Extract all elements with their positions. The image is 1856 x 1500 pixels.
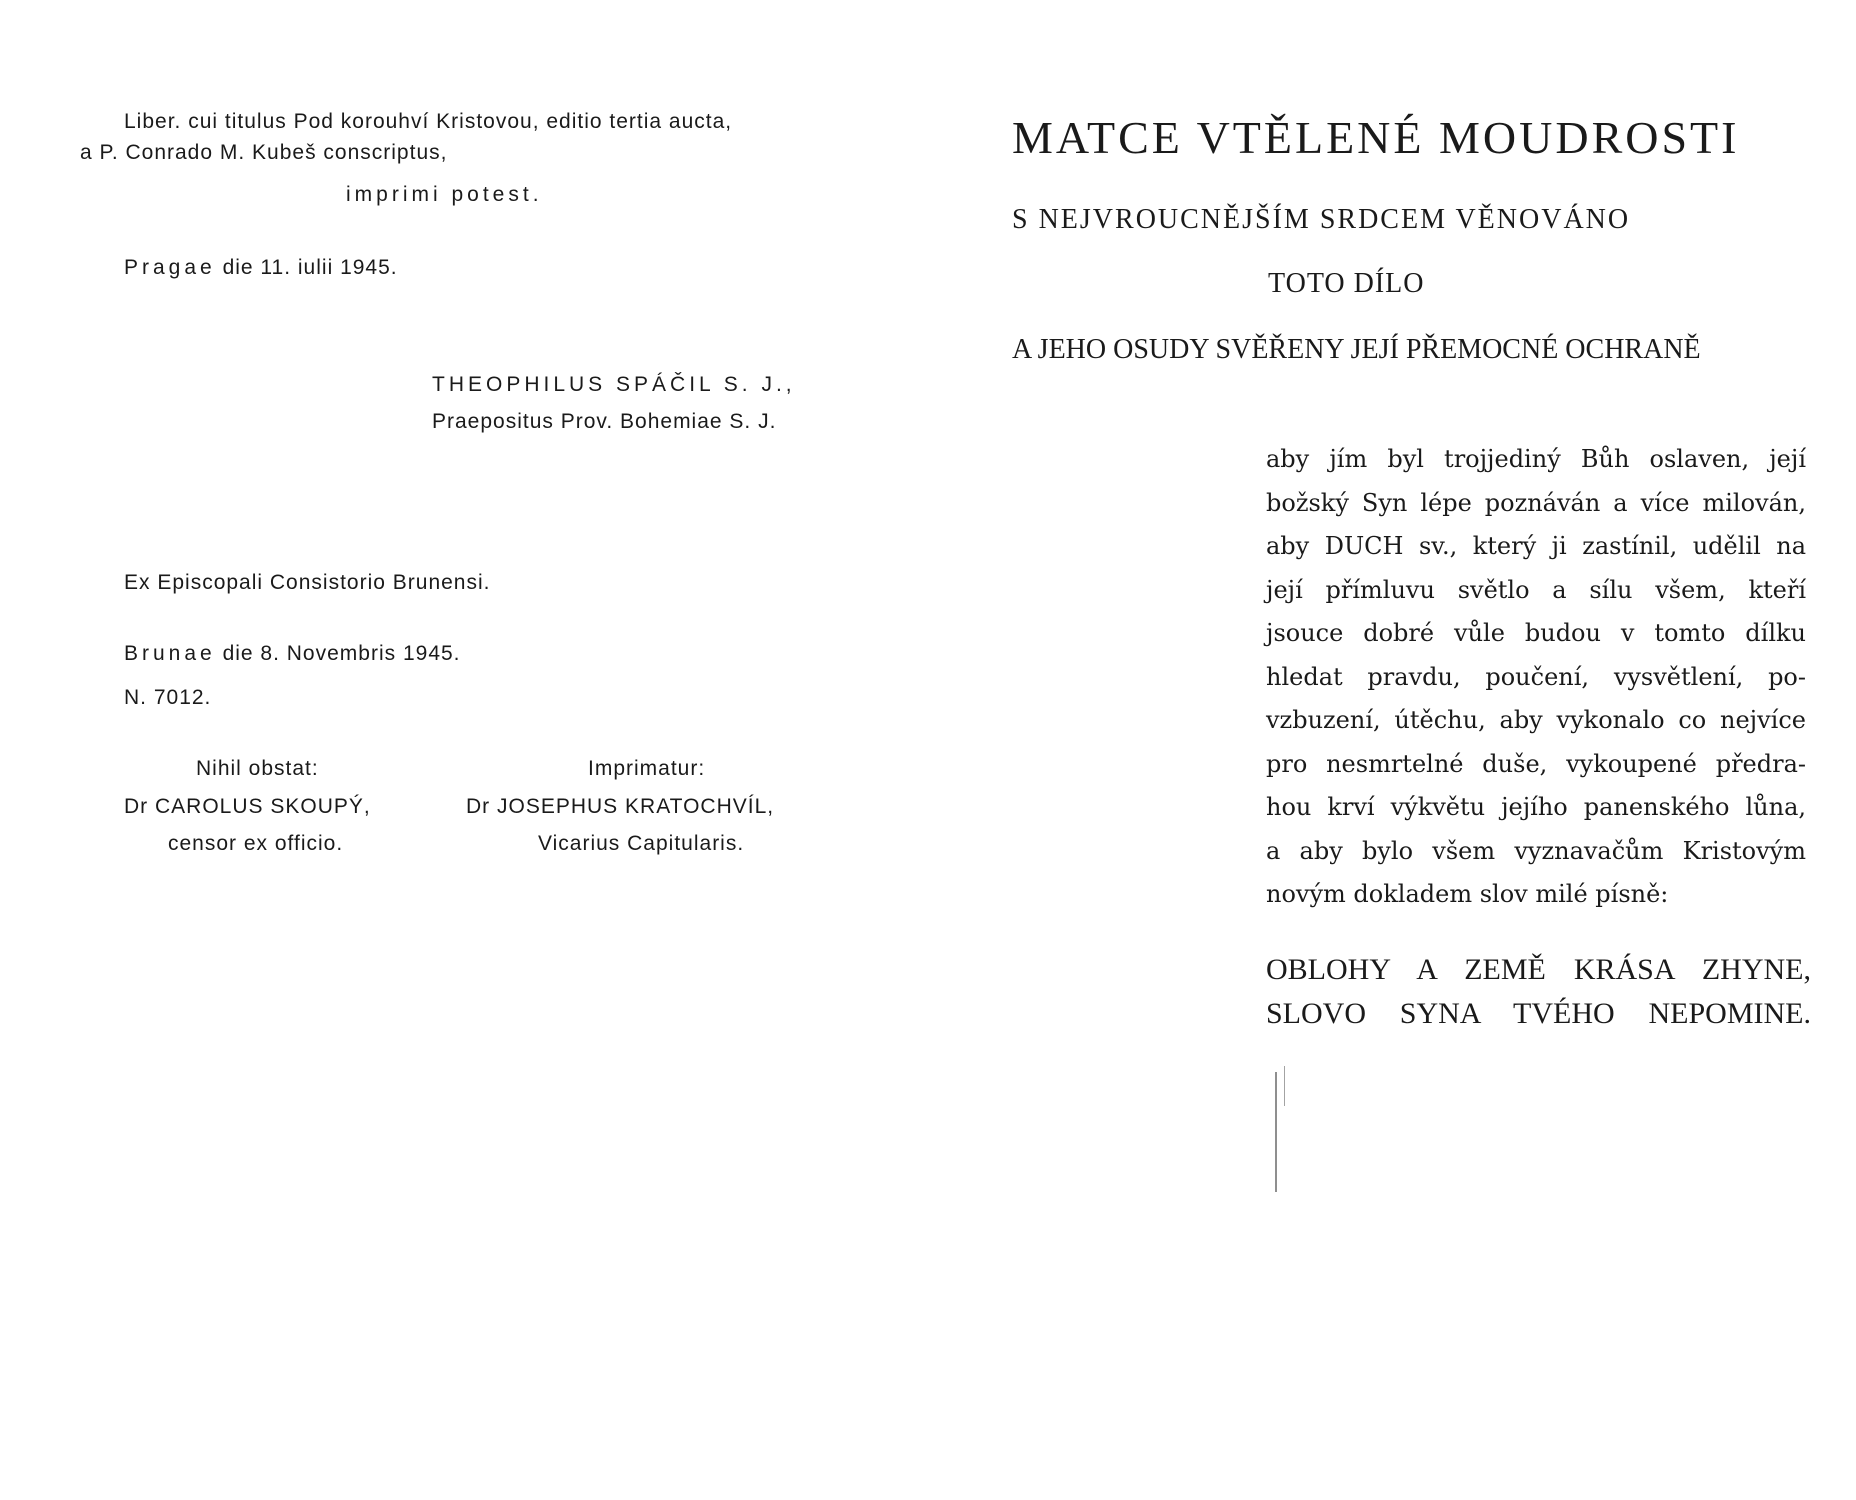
dedication-line: pro nesmrtelné duše, vykoupené předra- (1266, 749, 1806, 778)
provincial-title: Praepositus Prov. Bohemiae S. J. (432, 410, 777, 433)
toto-dilo: TOTO DÍLO (1268, 268, 1425, 299)
song-quote (1266, 948, 1811, 1036)
dedication-line: a aby bylo všem vyznavačům Kristovým (1266, 836, 1806, 865)
dedication-line: aby DUCH sv., který ji zastínil, udělil na (1266, 532, 1806, 560)
scan-mark (1284, 1066, 1285, 1106)
censor-name: Dr CAROLUS SKOUPÝ, (124, 795, 371, 818)
quote-line: SLOVO SYNA TVÉHO NEPOMINE. (1266, 997, 1811, 1030)
brno-date (124, 642, 461, 666)
prague-date-value: die 11. iulii 1945. (222, 256, 398, 279)
document-number: N. 7012. (124, 686, 212, 709)
dedication-title: MATCE VTĚLENÉ MOUDROSTI (1012, 112, 1740, 163)
dedication-line: vzbuzení, útěchu, aby vykonalo co nejvíce (1266, 706, 1806, 734)
provincial-name: THEOPHILUS SPÁČIL S. J., (432, 373, 796, 396)
dedication-line: její přímluvu světlo a sílu všem, kteří (1266, 575, 1806, 604)
imprimatur-role: Vicarius Capitularis. (538, 832, 745, 855)
dedication-line: hledat pravdu, poučení, vysvětlení, po- (1266, 662, 1806, 691)
dedication-text (1266, 438, 1806, 917)
dedication-subtitle: S NEJVROUCNĚJŠÍM SRDCEM VĚNOVÁNO (1012, 204, 1631, 235)
prague-place: Pragae (124, 256, 216, 279)
approval-line-2: a P. Conrado M. Kubeš conscriptus, (80, 141, 448, 164)
imprimatur-name: Dr JOSEPHUS KRATOCHVÍL, (466, 795, 775, 818)
prague-date (124, 256, 398, 280)
protection-line: A JEHO OSUDY SVĚŘENY JEJÍ PŘEMOCNÉ OCHRANĚ (1012, 334, 1701, 365)
dedication-line: aby jím byl trojjediný Bůh oslaven, její (1266, 445, 1806, 473)
censor-role: censor ex officio. (168, 832, 344, 855)
scan-mark (1275, 1072, 1277, 1192)
brno-place: Brunae (124, 642, 216, 665)
approval-line-1: Liber. cui titulus Pod korouhví Kristovou, editio tertia aucta, (124, 110, 733, 133)
censor-heading: Nihil obstat: (196, 757, 319, 780)
brno-date-value: die 8. Novembris 1945. (222, 642, 461, 665)
imprimatur-heading: Imprimatur: (588, 757, 706, 780)
dedication-line: novým dokladem slov milé písně: (1266, 880, 1669, 908)
dedication-line: jsouce dobré vůle budou v tomto dílku (1266, 619, 1806, 647)
quote-line: OBLOHY A ZEMĚ KRÁSA ZHYNE, (1266, 953, 1811, 986)
right-page (928, 0, 1856, 1500)
imprimi-potest: imprimi potest. (346, 183, 543, 206)
consistory: Ex Episcopali Consistorio Brunensi. (124, 571, 491, 594)
dedication-line: hou krví výkvětu jejího panenského lůna, (1266, 793, 1806, 821)
dedication-line: božský Syn lépe poznáván a více milován, (1266, 488, 1806, 517)
